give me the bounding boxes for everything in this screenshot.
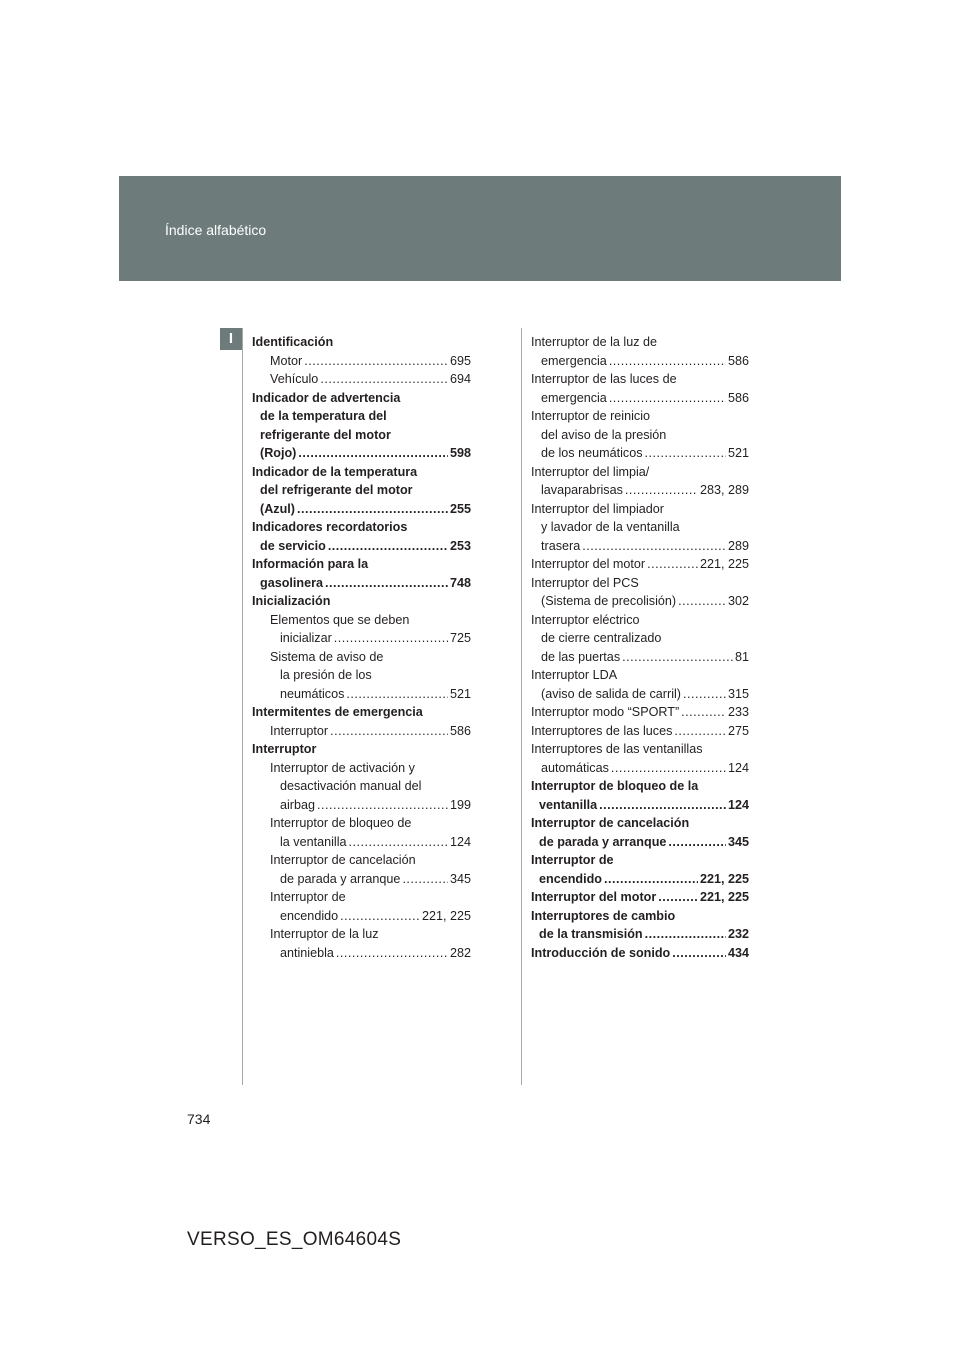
entry-text: Interruptor del motor: [531, 557, 646, 571]
entry-text: Indicador de la temperatura: [252, 464, 418, 479]
entry-text: neumáticos: [280, 686, 345, 701]
entry-page-ref: 232: [727, 927, 749, 941]
index-entry: [531, 777, 749, 796]
index-entry: [531, 370, 749, 389]
index-entry: [531, 740, 749, 759]
entry-text: de la temperatura del: [260, 409, 387, 423]
dot-leader: [645, 444, 726, 463]
entry-text: (aviso de salida de carril): [541, 686, 681, 701]
index-entry: [531, 888, 749, 907]
entry-text: Interruptor de reinicio: [531, 409, 651, 423]
entry-text: Intermitentes de emergencia: [252, 705, 423, 719]
dot-leader: [609, 352, 726, 371]
index-entry: [531, 759, 749, 778]
entry-text: y lavador de la ventanilla: [541, 520, 680, 534]
entry-text: de la transmisión: [539, 927, 643, 941]
entry-text: ventanilla: [539, 797, 598, 812]
index-entry: [252, 389, 471, 408]
entry-text: la ventanilla: [280, 834, 347, 849]
entry-page-ref: 233: [727, 705, 749, 719]
entry-page-ref: 275: [727, 723, 749, 738]
entry-page-ref: 345: [449, 871, 471, 886]
entry-text: de parada y arranque: [280, 871, 401, 886]
dot-leader: [328, 537, 448, 556]
index-entry: [531, 407, 749, 426]
dot-leader: [658, 888, 698, 907]
dot-leader: [317, 796, 448, 815]
index-entry: [531, 666, 749, 685]
index-entry: [252, 888, 471, 907]
entry-text: Identificación: [252, 335, 334, 349]
index-entry: [252, 574, 471, 593]
dot-leader: [325, 574, 448, 593]
index-entry: [531, 500, 749, 519]
index-entry: [531, 648, 749, 667]
index-entry: [252, 463, 471, 482]
entry-page-ref: 289: [727, 538, 749, 553]
index-entry: [531, 463, 749, 482]
entry-text: (Rojo): [260, 446, 297, 460]
index-entry: [252, 870, 471, 889]
entry-text: Interruptor del limpiador: [531, 501, 664, 516]
index-entry: [252, 648, 471, 667]
index-entry: [531, 611, 749, 630]
dot-leader: [622, 648, 733, 667]
dot-leader: [674, 722, 726, 741]
entry-text: inicializar: [280, 631, 332, 645]
dot-leader: [625, 481, 698, 500]
index-entry: [252, 777, 471, 796]
index-entry: [531, 851, 749, 870]
index-entry: [531, 481, 749, 500]
entry-page-ref: 282: [449, 945, 471, 960]
entry-text: de parada y arranque: [539, 834, 667, 849]
entry-text: trasera: [541, 538, 581, 553]
entry-text: Interruptor LDA: [531, 668, 618, 682]
entry-page-ref: 253: [449, 538, 471, 553]
entry-page-ref: 434: [727, 945, 749, 960]
dot-leader: [330, 722, 448, 741]
entry-text: Interruptor: [252, 742, 317, 756]
index-entry: [252, 814, 471, 833]
entry-text: Interruptor eléctrico: [531, 612, 640, 627]
index-entry: [531, 833, 749, 852]
entry-text: emergencia: [541, 353, 607, 368]
entry-text: Interruptor de: [270, 890, 346, 904]
entry-text: Interruptor de: [531, 853, 614, 867]
entry-text: Interruptor de activación y: [270, 760, 415, 775]
entry-text: Interruptor del PCS: [531, 575, 639, 590]
entry-text: Interruptor del limpia/: [531, 464, 650, 479]
index-entry: [252, 722, 471, 741]
entry-page-ref: 315: [727, 686, 749, 701]
index-entry: [531, 518, 749, 537]
index-entry: [531, 870, 749, 889]
index-entry: [531, 796, 749, 815]
column-divider-right: [521, 328, 522, 1085]
index-column-left: [252, 333, 471, 962]
dot-leader: [599, 796, 726, 815]
index-entry: [252, 500, 471, 519]
entry-text: de los neumáticos: [541, 446, 643, 460]
entry-page-ref: 255: [449, 501, 471, 516]
index-entry: [531, 444, 749, 463]
dot-leader: [582, 537, 726, 556]
index-entry: [531, 722, 749, 741]
dot-leader: [604, 870, 698, 889]
index-entry: [252, 925, 471, 944]
entry-page-ref: 586: [449, 723, 471, 738]
index-entry: [531, 537, 749, 556]
dot-leader: [334, 629, 448, 648]
entry-page-ref: 725: [449, 631, 471, 645]
entry-text: Interruptor de cancelación: [270, 853, 416, 867]
dot-leader: [340, 907, 420, 926]
dot-leader: [297, 500, 448, 519]
index-column-right: [531, 333, 749, 962]
index-letter-tab: I: [220, 328, 242, 350]
entry-text: Interruptor: [270, 723, 329, 738]
section-header-bar: [119, 176, 841, 281]
entry-page-ref: 598: [449, 446, 471, 460]
entry-text: Interruptor modo “SPORT”: [531, 705, 680, 719]
dot-leader: [346, 685, 448, 704]
entry-page-ref: 694: [449, 372, 471, 386]
dot-leader: [336, 944, 448, 963]
column-divider-left: [242, 328, 243, 1085]
index-entry: [531, 685, 749, 704]
dot-leader: [645, 925, 726, 944]
index-entry: [252, 796, 471, 815]
entry-text: Interruptores de las ventanillas: [531, 742, 703, 756]
index-entry: [252, 833, 471, 852]
entry-text: Información para la: [252, 557, 369, 571]
entry-text: Interruptor del motor: [531, 890, 657, 904]
entry-page-ref: 81: [734, 649, 749, 664]
entry-text: la presión de los: [280, 668, 372, 682]
entry-text: Sistema de aviso de: [270, 649, 384, 664]
entry-text: Interruptor de bloqueo de: [270, 816, 412, 830]
entry-page-ref: 221, 225: [699, 890, 749, 904]
entry-page-ref: 521: [449, 686, 471, 701]
index-entry: [531, 592, 749, 611]
entry-page-ref: 521: [727, 446, 749, 460]
entry-text: Vehículo: [270, 372, 319, 386]
entry-text: Inicialización: [252, 594, 331, 608]
entry-text: del aviso de la presión: [541, 427, 667, 442]
entry-text: Interruptor de las luces de: [531, 372, 677, 386]
section-title: Índice alfabético: [165, 222, 267, 238]
entry-text: automáticas: [541, 760, 609, 775]
entry-text: antiniebla: [280, 945, 334, 960]
entry-text: Indicadores recordatorios: [252, 520, 408, 534]
dot-leader: [298, 444, 448, 463]
index-entry: [252, 370, 471, 389]
index-entry: [531, 555, 749, 574]
index-entry: [252, 352, 471, 371]
index-entry: [252, 444, 471, 463]
entry-text: airbag: [280, 797, 316, 812]
index-entry: [531, 574, 749, 593]
entry-text: emergencia: [541, 390, 607, 405]
index-entry: [531, 389, 749, 408]
index-entry: [531, 352, 749, 371]
index-entry: [252, 518, 471, 537]
index-entry: [531, 814, 749, 833]
index-entry: [252, 555, 471, 574]
dot-leader: [647, 555, 698, 574]
dot-leader: [672, 944, 726, 963]
index-entry: [252, 851, 471, 870]
index-entry: [252, 407, 471, 426]
entry-text: Interruptor de cancelación: [531, 816, 690, 830]
entry-text: Motor: [270, 353, 303, 368]
index-entry: [252, 611, 471, 630]
dot-leader: [678, 592, 726, 611]
index-entry: [252, 426, 471, 445]
entry-text: encendido: [539, 871, 602, 886]
index-entry: [252, 537, 471, 556]
dot-leader: [609, 389, 726, 408]
index-entry: [252, 703, 471, 722]
dot-leader: [683, 685, 726, 704]
entry-page-ref: 345: [727, 834, 749, 849]
dot-leader: [668, 833, 726, 852]
index-entry: [252, 333, 471, 352]
entry-text: Interruptores de cambio: [531, 908, 676, 923]
entry-text: encendido: [280, 908, 339, 923]
index-entry: [531, 426, 749, 445]
dot-leader: [402, 870, 448, 889]
entry-text: Elementos que se deben: [270, 612, 410, 627]
entry-text: Interruptor de la luz de: [531, 335, 658, 349]
entry-page-ref: 586: [727, 353, 749, 368]
index-entry: [252, 629, 471, 648]
entry-page-ref: 221, 225: [421, 908, 471, 923]
entry-page-ref: 695: [449, 353, 471, 368]
entry-page-ref: 124: [727, 760, 749, 775]
document-code: VERSO_ES_OM64604S: [187, 1229, 402, 1250]
index-entry: [252, 685, 471, 704]
entry-text: Interruptor de bloqueo de la: [531, 779, 699, 793]
entry-text: de servicio: [260, 538, 326, 553]
index-entry: [531, 333, 749, 352]
index-entry: [252, 944, 471, 963]
dot-leader: [320, 370, 448, 389]
index-entry: [531, 629, 749, 648]
entry-page-ref: 124: [727, 797, 749, 812]
entry-text: Introducción de sonido: [531, 945, 671, 960]
index-entry: [531, 925, 749, 944]
entry-text: Indicador de advertencia: [252, 390, 401, 405]
index-entry: [252, 592, 471, 611]
entry-text: Interruptores de las luces: [531, 723, 673, 738]
dot-leader: [611, 759, 726, 778]
entry-text: Interruptor de la luz: [270, 927, 379, 941]
entry-text: del refrigerante del motor: [260, 483, 413, 497]
entry-text: (Sistema de precolisión): [541, 594, 677, 608]
entry-text: de cierre centralizado: [541, 631, 662, 645]
entry-page-ref: 221, 225: [699, 871, 749, 886]
index-entry: [252, 759, 471, 778]
index-entry: [531, 907, 749, 926]
entry-page-ref: 302: [727, 594, 749, 608]
entry-page-ref: 586: [727, 390, 749, 405]
entry-text: desactivación manual del: [280, 779, 422, 793]
dot-leader: [304, 352, 448, 371]
entry-text: de las puertas: [541, 649, 621, 664]
entry-text: gasolinera: [260, 575, 323, 590]
index-entry: [252, 481, 471, 500]
index-entry: [252, 666, 471, 685]
index-entry: [531, 944, 749, 963]
entry-text: lavaparabrisas: [541, 483, 623, 497]
entry-page-ref: 221, 225: [699, 557, 749, 571]
dot-leader: [681, 703, 726, 722]
page-number: 734: [187, 1111, 211, 1127]
entry-page-ref: 283, 289: [699, 483, 749, 497]
entry-page-ref: 748: [449, 575, 471, 590]
dot-leader: [349, 833, 448, 852]
entry-text: (Azul): [260, 501, 295, 516]
index-entry: [252, 740, 471, 759]
entry-page-ref: 199: [449, 797, 471, 812]
index-entry: [252, 907, 471, 926]
index-entry: [531, 703, 749, 722]
entry-text: refrigerante del motor: [260, 427, 391, 442]
entry-page-ref: 124: [449, 834, 471, 849]
